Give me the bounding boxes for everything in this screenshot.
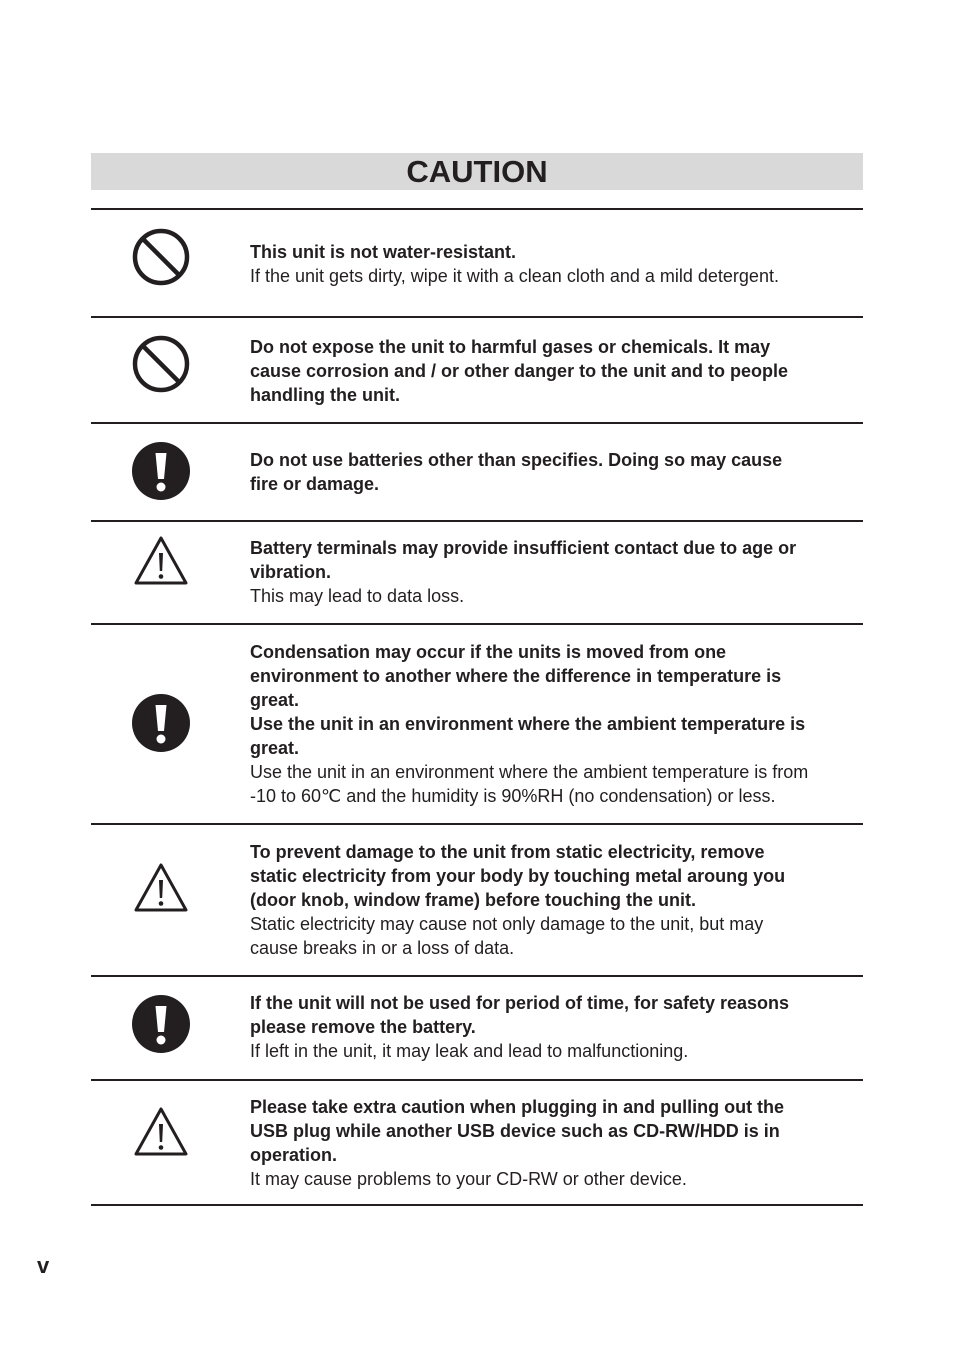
caution-bold-line: static electricity from your body by touching metal aroung you: [250, 866, 786, 886]
caution-bold-line: If the unit will not be used for period of time, for safety reasons: [250, 993, 790, 1013]
caution-text: [250, 640, 849, 808]
caution-bold-line: Use the unit in an environment where the ambient temperature is: [250, 714, 806, 734]
caution-text: [250, 991, 849, 1063]
caution-note-line: It may cause problems to your CD-RW or other device.: [250, 1169, 687, 1189]
caution-bold-line: This unit is not water-resistant.: [250, 242, 517, 262]
caution-table: [91, 208, 863, 1206]
caution-bold-line: please remove the battery.: [250, 1017, 476, 1037]
caution-row: [91, 975, 863, 1079]
mandatory-exclamation-icon: [131, 441, 191, 501]
caution-note-line: This may lead to data loss.: [250, 586, 465, 606]
caution-bold-line: vibration.: [250, 562, 332, 582]
page-title: CAUTION: [406, 154, 548, 189]
caution-banner: [91, 153, 863, 190]
caution-note-line: cause breaks in or a loss of data.: [250, 938, 515, 958]
caution-bold-line: cause corrosion and / or other danger to the unit and to people: [250, 361, 789, 381]
caution-row: [91, 1079, 863, 1206]
mandatory-exclamation-icon: [131, 994, 191, 1054]
caution-text: [250, 448, 849, 496]
caution-bold-line: Do not use batteries other than specifies. Doing so may cause: [250, 450, 783, 470]
caution-row: [91, 520, 863, 623]
warning-triangle-icon: [131, 1103, 191, 1163]
caution-bold-line: operation.: [250, 1145, 338, 1165]
caution-note-line: -10 to 60℃ and the humidity is 90%RH (no condensation) or less.: [250, 786, 776, 806]
caution-bold-line: Condensation may occur if the units is moved from one: [250, 642, 727, 662]
warning-triangle-icon: [131, 859, 191, 919]
caution-bold-line: Please take extra caution when plugging in and pulling out the: [250, 1097, 785, 1117]
caution-bold-line: environment to another where the difference in temperature is: [250, 666, 782, 686]
caution-bold-line: To prevent damage to the unit from static electricity, remove: [250, 842, 765, 862]
caution-bold-line: great.: [250, 738, 300, 758]
caution-text: [250, 1095, 849, 1191]
caution-bold-line: great.: [250, 690, 300, 710]
caution-note-line: If left in the unit, it may leak and lead to malfunctioning.: [250, 1041, 689, 1061]
caution-bold-line: Battery terminals may provide insufficient contact due to age or: [250, 538, 797, 558]
caution-row: [91, 823, 863, 975]
caution-text: [250, 536, 849, 608]
caution-bold-line: Do not expose the unit to harmful gases or chemicals. It may: [250, 337, 771, 357]
caution-row: [91, 316, 863, 422]
caution-text: [250, 840, 849, 960]
caution-row: [91, 422, 863, 520]
caution-text: [250, 335, 849, 407]
prohibition-icon: [131, 334, 191, 394]
mandatory-exclamation-icon: [131, 693, 191, 753]
caution-row: [91, 623, 863, 823]
caution-row: [91, 208, 863, 316]
caution-bold-line: handling the unit.: [250, 385, 400, 405]
caution-note-line: Use the unit in an environment where the ambient temperature is from: [250, 762, 809, 782]
caution-text: [250, 240, 849, 288]
caution-note-line: If the unit gets dirty, wipe it with a clean cloth and a mild detergent.: [250, 266, 779, 286]
caution-note-line: Static electricity may cause not only damage to the unit, but may: [250, 914, 764, 934]
caution-bold-line: (door knob, window frame) before touching the unit.: [250, 890, 696, 910]
prohibition-icon: [131, 227, 191, 287]
page-number: v: [37, 1253, 50, 1278]
caution-bold-line: fire or damage.: [250, 474, 380, 494]
caution-bold-line: USB plug while another USB device such as CD-RW/HDD is in: [250, 1121, 780, 1141]
warning-triangle-icon: [131, 532, 191, 592]
